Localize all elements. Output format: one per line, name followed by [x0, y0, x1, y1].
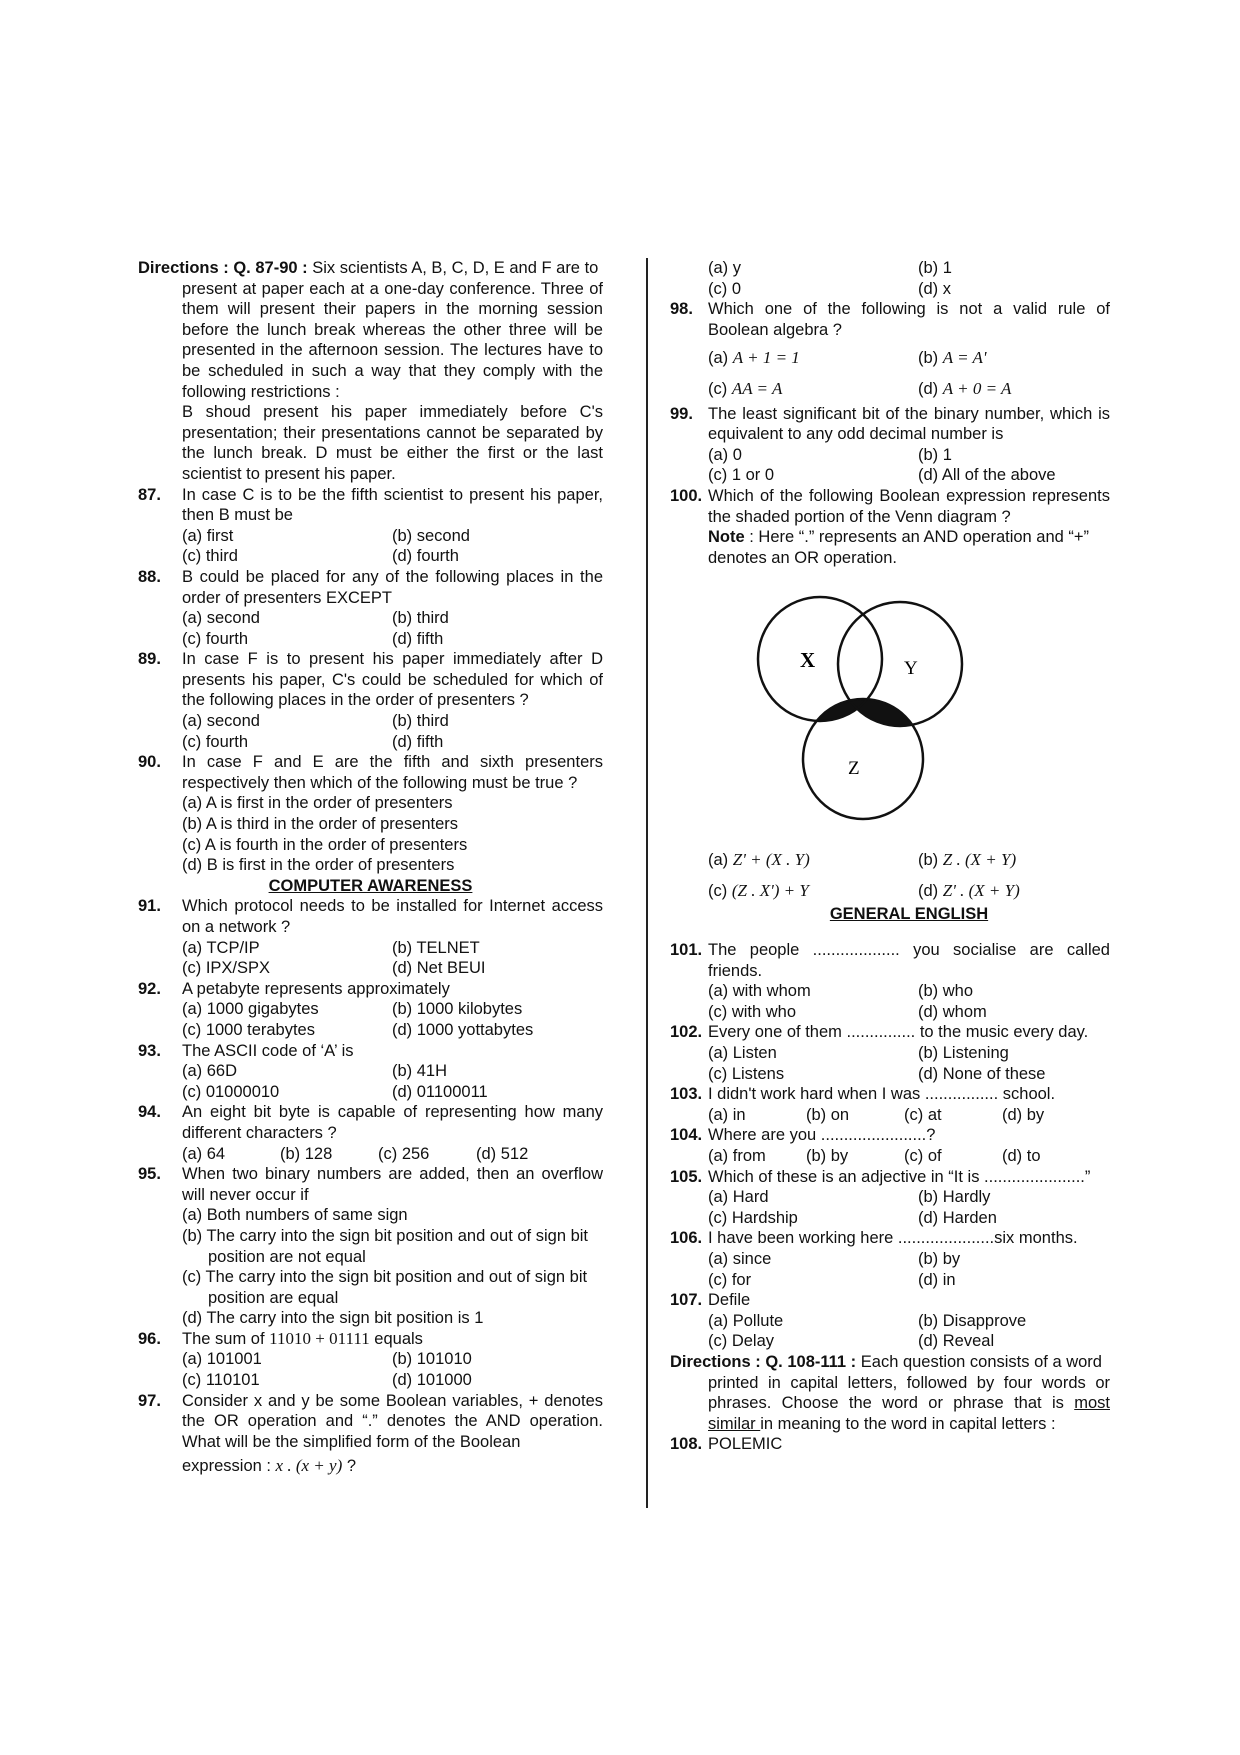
option-a: (a) since	[708, 1250, 772, 1268]
option-c: (c) 0	[708, 279, 741, 298]
option-d: (d) The carry into the sign bit position is 1	[182, 1309, 484, 1328]
question-97-options	[670, 258, 1110, 299]
option-b-expression: Z . (X + Y)	[942, 850, 1017, 870]
option-a: (a) 1000 gigabytes	[182, 1000, 319, 1019]
option-a: (a) second	[182, 609, 260, 628]
question-92	[138, 979, 603, 1041]
question-95	[138, 1164, 603, 1329]
option-d: (d) Net BEUI	[392, 959, 486, 978]
directions-body: printed in capital letters, followed by four words or phrases. Choose the word or phrase that is	[708, 1373, 1110, 1413]
question-number: 92.	[138, 979, 161, 998]
option-b-expression: A = A'	[942, 348, 987, 368]
option-b: (b) 1	[918, 445, 952, 464]
question-number: 100.	[670, 486, 703, 505]
question-number: 94.	[138, 1103, 161, 1122]
option-d: (d) 1000 yottabytes	[392, 1020, 534, 1039]
option-b: (b) 1	[918, 259, 952, 277]
question-number: 96.	[138, 1329, 161, 1348]
question-number: 107.	[670, 1291, 703, 1310]
option-c-label: (c)	[708, 881, 728, 900]
option-c: (c) 1000 terabytes	[182, 1020, 315, 1039]
option-d: (d) B is first in the order of presenters	[182, 856, 455, 875]
directions-text: Each question consists of a word	[856, 1352, 1102, 1371]
directions-label: Directions : Q. 108-111 :	[670, 1352, 857, 1371]
option-c: (c) 256	[378, 1144, 430, 1163]
circle-z	[803, 699, 923, 819]
question-number: 97.	[138, 1391, 161, 1410]
option-c: (c) third	[182, 547, 238, 566]
option-c: (c) 01000010	[182, 1082, 280, 1101]
question-number: 88.	[138, 567, 161, 586]
directions-emphasis: most similar	[708, 1394, 1110, 1433]
option-d: (d) Reveal	[918, 1332, 995, 1351]
option-b: (b) The carry into the sign bit position and out of sign bit position are not equal	[182, 1226, 589, 1266]
option-d: (d) fourth	[392, 547, 459, 566]
option-a-label: (a)	[708, 851, 729, 870]
option-d: (d) to	[1002, 1147, 1041, 1166]
question-number: 91.	[138, 897, 161, 916]
question-text: A petabyte represents approximately	[182, 979, 450, 998]
option-b: (b) by	[918, 1250, 961, 1268]
directions-body: present at paper each at a one-day conference. Three of them will present their papers in the morning session before the lunch break whereas the other three will be presented in the afternoon session. The lectures have to be scheduled in such a way that they comply with the following restrictions :	[182, 279, 603, 401]
option-a: (a) Pollute	[708, 1311, 784, 1330]
option-c: (c) Delay	[708, 1332, 775, 1351]
option-a: (a) Both numbers of same sign	[182, 1206, 408, 1225]
question-105	[670, 1167, 1110, 1229]
question-number: 99.	[670, 404, 693, 423]
question-number: 101.	[670, 941, 703, 960]
option-b: (b) Disapprove	[918, 1311, 1027, 1330]
option-a: (a) with whom	[708, 982, 811, 1001]
option-a: (a) TCP/IP	[182, 938, 260, 957]
option-b: (b) Hardly	[918, 1188, 991, 1207]
question-99	[670, 404, 1110, 486]
option-c: (c) at	[904, 1105, 942, 1124]
question-89	[138, 649, 603, 752]
question-104	[670, 1125, 1110, 1166]
option-b: (b) on	[806, 1105, 850, 1124]
question-text: The least significant bit of the binary number, which is equivalent to any odd decimal number is	[708, 404, 1110, 444]
question-text: Every one of them ............... to the music every day.	[708, 1023, 1089, 1042]
option-c: (c) The carry into the sign bit position and out of sign bit position are equal	[182, 1268, 588, 1307]
question-101	[670, 940, 1110, 1022]
option-d-label: (d)	[918, 379, 939, 398]
option-b: (b) 41H	[392, 1062, 448, 1081]
option-b: (b) third	[392, 609, 449, 628]
question-number: 93.	[138, 1041, 161, 1060]
question-text: Consider x and y be some Boolean variables, + denotes the OR operation and “.” denotes the AND operation. What will be the simplified form of the Boolean	[182, 1391, 603, 1451]
question-94	[138, 1102, 603, 1164]
option-a: (a) second	[182, 712, 260, 731]
question-107	[670, 1290, 1110, 1352]
question-text: When two binary numbers are added, then an overflow will never occur if	[182, 1165, 603, 1204]
question-number: 98.	[670, 300, 693, 319]
option-c-expression: AA = A	[731, 378, 783, 398]
directions-text: Six scientists A, B, C, D, E and F are to	[307, 259, 599, 277]
question-number: 108.	[670, 1435, 703, 1454]
venn-label-x: X	[800, 648, 816, 673]
question-text: I have been working here .....................six months.	[708, 1229, 1078, 1248]
question-97	[138, 1391, 603, 1477]
question-text: B could be placed for any of the following places in the order of presenters EXCEPT	[182, 567, 603, 607]
question-number: 87.	[138, 485, 161, 504]
option-d: (d) in	[918, 1270, 956, 1289]
question-number: 89.	[138, 650, 161, 669]
option-c: (c) 1 or 0	[708, 466, 775, 485]
right-column	[670, 258, 1110, 1455]
option-c: (c) Hardship	[708, 1208, 798, 1227]
question-90	[138, 752, 603, 876]
option-c: (c) Listens	[708, 1064, 785, 1083]
left-column	[138, 258, 603, 1477]
option-b: (b) who	[918, 982, 974, 1001]
question-text-expression-label: expression :	[182, 1457, 276, 1476]
option-b: (b) by	[806, 1147, 849, 1166]
option-a: (a) first	[182, 526, 234, 545]
option-c: (c) fourth	[182, 732, 249, 751]
question-text: Defile	[708, 1291, 751, 1310]
directions-body-end: in meaning to the word in capital letters :	[760, 1414, 1056, 1433]
question-text-end: equals	[369, 1329, 423, 1348]
question-text: The people ................... you socialise are called friends.	[708, 941, 1110, 980]
question-text: Which of the following Boolean expression represents the shaded portion of the Venn diagram ?	[708, 486, 1110, 526]
option-b: (b) 1000 kilobytes	[392, 1000, 523, 1019]
question-text: The sum of	[182, 1329, 270, 1348]
option-c: (c) fourth	[182, 629, 249, 648]
question-number: 104.	[670, 1126, 703, 1145]
venn-diagram	[750, 594, 1010, 824]
option-d: (d) 101000	[392, 1371, 472, 1390]
option-b: (b) 128	[280, 1144, 333, 1163]
option-a-label: (a)	[708, 349, 729, 368]
option-d-expression: Z' . (X + Y)	[942, 880, 1020, 900]
option-d: (d) All of the above	[918, 466, 1056, 485]
option-a: (a) 0	[708, 445, 742, 464]
option-b: (b) A is third in the order of presenters	[182, 815, 459, 834]
question-91	[138, 896, 603, 978]
question-106	[670, 1228, 1110, 1290]
venn-label-y: Y	[904, 658, 918, 680]
question-number: 106.	[670, 1229, 703, 1248]
option-d: (d) None of these	[918, 1064, 1046, 1083]
note-label: Note	[708, 528, 745, 547]
column-divider	[646, 258, 648, 1508]
question-103	[670, 1084, 1110, 1125]
question-text: The ASCII code of ‘A’ is	[182, 1041, 354, 1060]
question-text: In case F and E are the fifth and sixth presenters respectively then which of the following must be true ?	[182, 753, 603, 792]
question-number: 102.	[670, 1023, 703, 1042]
question-text: Which of these is an adjective in “It is ......................”	[708, 1167, 1091, 1186]
option-d: (d) by	[1002, 1105, 1045, 1124]
question-98	[670, 299, 1110, 399]
question-text: Where are you .......................?	[708, 1126, 936, 1145]
directions-87-90	[138, 258, 603, 485]
option-a: (a) A is first in the order of presenters	[182, 794, 453, 813]
circle-y	[838, 602, 962, 726]
section-heading-computer-awareness: COMPUTER AWARENESS	[268, 876, 473, 895]
question-102	[670, 1022, 1110, 1084]
option-a: (a) 64	[182, 1144, 226, 1163]
option-d: (d) 512	[476, 1144, 529, 1163]
question-text: POLEMIC	[708, 1435, 783, 1454]
question-87	[138, 485, 603, 567]
option-c-label: (c)	[708, 379, 728, 398]
boolean-expression: x . (x + y)	[275, 1456, 343, 1476]
option-c: (c) with who	[708, 1002, 797, 1021]
option-d: (d) Harden	[918, 1208, 997, 1227]
option-b: (b) third	[392, 712, 449, 731]
question-108	[670, 1434, 1110, 1455]
option-d: (d) x	[918, 279, 951, 298]
question-text: In case F is to present his paper immediately after D presents his paper, C's could be scheduled for which of the following places in the order of presenters ?	[182, 650, 603, 710]
question-96	[138, 1329, 603, 1391]
option-b-label: (b)	[918, 349, 939, 368]
binary-sum-expression: 11010 + 01111	[269, 1328, 370, 1348]
question-number: 90.	[138, 753, 161, 772]
question-number: 95.	[138, 1165, 161, 1184]
option-a: (a) in	[708, 1105, 746, 1124]
section-heading-general-english: GENERAL ENGLISH	[829, 904, 989, 923]
option-a: (a) 66D	[182, 1062, 238, 1081]
directions-108-111	[670, 1352, 1110, 1434]
option-c: (c) 110101	[182, 1371, 260, 1390]
option-d: (d) 01100011	[392, 1082, 488, 1101]
question-text: An eight bit byte is capable of representing how many different characters ?	[182, 1103, 603, 1142]
question-number: 103.	[670, 1085, 703, 1104]
option-b: (b) TELNET	[392, 938, 480, 957]
directions-label: Directions : Q. 87-90 :	[138, 259, 308, 277]
option-a: (a) 101001	[182, 1350, 262, 1369]
option-d-label: (d)	[918, 881, 939, 900]
question-88	[138, 567, 603, 649]
option-d-expression: A + 0 = A	[942, 378, 1012, 398]
option-c: (c) for	[708, 1270, 752, 1289]
question-100	[670, 486, 1110, 902]
option-a-expression: Z' + (X . Y)	[732, 850, 810, 870]
question-text: I didn't work hard when I was ................ school.	[708, 1085, 1056, 1104]
option-c: (c) IPX/SPX	[182, 959, 271, 978]
directions-restrictions: B shoud present his paper immediately before C's presentation; their presentations cannot be separated by the lunch break. D must be either the first or the last scientist to present his paper.	[182, 403, 603, 483]
option-b: (b) second	[392, 526, 470, 545]
venn-label-z: Z	[848, 758, 860, 780]
question-93	[138, 1041, 603, 1103]
option-d: (d) whom	[918, 1002, 987, 1021]
option-b: (b) Listening	[918, 1044, 1009, 1063]
question-text: In case C is to be the fifth scientist to present his paper, then B must be	[182, 485, 603, 525]
question-mark: ?	[342, 1457, 356, 1476]
circle-x	[758, 597, 882, 721]
question-text: Which protocol needs to be installed for Internet access on a network ?	[182, 897, 603, 936]
question-number: 105.	[670, 1167, 703, 1186]
option-a: (a) Hard	[708, 1188, 769, 1207]
option-c: (c) of	[904, 1147, 942, 1166]
option-a: (a) Listen	[708, 1044, 777, 1063]
option-b: (b) 101010	[392, 1350, 472, 1369]
option-a: (a) from	[708, 1147, 766, 1166]
option-a-expression: A + 1 = 1	[732, 348, 800, 368]
option-b-label: (b)	[918, 851, 939, 870]
option-c: (c) A is fourth in the order of presenters	[182, 835, 468, 854]
option-d: (d) fifth	[392, 629, 444, 648]
option-c-expression: (Z . X') + Y	[731, 880, 809, 900]
note-text: : Here “.” represents an AND operation and “+” denotes an OR operation.	[708, 528, 1090, 567]
option-a: (a) y	[708, 259, 741, 277]
question-text: Which one of the following is not a valid rule of Boolean algebra ?	[708, 300, 1110, 339]
option-d: (d) fifth	[392, 732, 444, 751]
